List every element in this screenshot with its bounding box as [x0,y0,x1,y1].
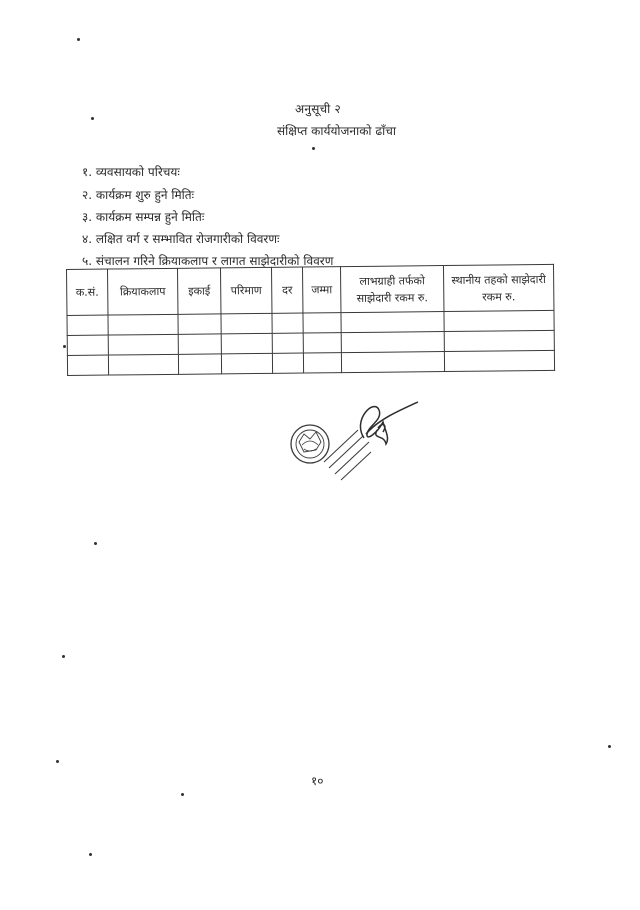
list-item: २. कार्यक्रम शुरु हुने मितिः [82,188,195,202]
scan-speck [56,760,59,763]
scan-speck [77,38,80,41]
column-header: परिमाण [220,267,271,314]
seal-and-signature [282,392,427,492]
list-item: ४. लक्षित वर्ग र सम्भावित रोजगारीको विवरणः [82,232,280,246]
scan-speck [312,147,315,150]
scan-speck [63,345,66,348]
office-seal-icon [282,392,427,492]
list-item: ३. कार्यक्रम सम्पन्न हुने मितिः [82,210,205,224]
schedule-subtitle: संक्षिप्त कार्ययोजनाको ढाँचा [277,124,396,138]
column-header: दर [271,267,302,313]
page-number: १० [311,774,324,788]
scan-speck [608,745,611,748]
column-header: लाभग्राही तर्फको साझेदारी रकम रु. [340,266,443,313]
scan-speck [89,853,92,856]
column-header: स्थानीय तहको साझेदारी रकम रु. [443,264,553,311]
column-header: क्रियाकलाप [108,268,178,315]
scan-speck [181,793,184,796]
cost-sharing-table [66,264,554,376]
scan-speck [94,542,97,545]
column-header: इकाई [177,268,220,314]
column-header: जम्मा [302,267,340,313]
signature-icon [360,402,418,444]
scan-speck [91,117,94,120]
list-item: ५. संचालन गरिने क्रियाकलाप र लागत साझेदारीको विवरण [82,254,334,268]
list-item: १. व्यवसायको परिचयः [82,165,180,179]
scan-speck [62,655,65,658]
schedule-title: अनुसूची २ [295,102,341,116]
column-header: क.सं. [67,269,108,315]
table-row [67,350,554,375]
table-header-row [67,264,554,315]
